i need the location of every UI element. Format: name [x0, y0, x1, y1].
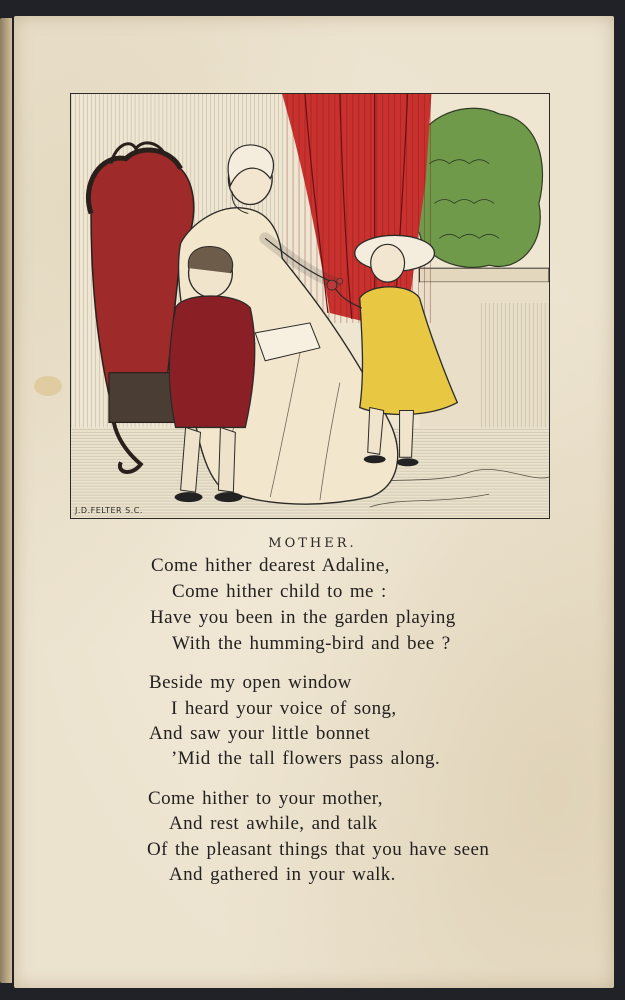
poem-line: Beside my open window: [149, 672, 352, 693]
engraving-illustration: [70, 93, 550, 519]
poem-line: And gathered in your walk.: [169, 864, 396, 885]
window-ledge: [419, 268, 548, 282]
poem-line: And saw your little bonnet: [149, 723, 371, 744]
flower-bunch: [327, 280, 337, 290]
poem-line: I heard your voice of song,: [171, 698, 397, 719]
boy-jacket: [169, 296, 255, 427]
poem-line: Of the pleasant things that you have seen: [147, 839, 490, 860]
poem-line: ’Mid the tall flowers pass along.: [171, 748, 441, 769]
wall-right-shade: [479, 303, 549, 427]
poem-line: Come hither child to me :: [172, 581, 387, 602]
poem-line: Come hither to your mother,: [148, 788, 383, 809]
poem-line: And rest awhile, and talk: [169, 813, 378, 834]
poem-line: Have you been in the garden playing: [150, 607, 456, 628]
armchair-seat: [109, 373, 179, 423]
engraver-credit: J.D.FELTER S.C.: [75, 506, 143, 515]
engraving-drawing: [71, 94, 549, 518]
poem-line: With the humming-bird and bee ?: [172, 633, 451, 654]
previous-page-edge: [0, 18, 12, 983]
poem-title: MOTHER.: [268, 536, 357, 551]
paper-stain: [34, 376, 62, 396]
poem-line: Come hither dearest Adaline,: [151, 555, 390, 576]
girl-head: [371, 244, 405, 282]
